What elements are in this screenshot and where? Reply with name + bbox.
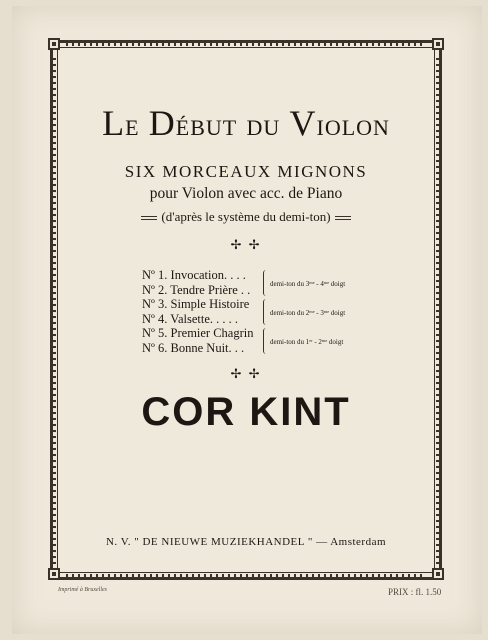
brace-icon xyxy=(263,270,270,296)
fingering-note: demi-ton du 3ᵐᵉ - 4ᵐᵉ doigt xyxy=(270,280,346,288)
fingering-note: demi-ton du 2ᵐᵉ - 3ᵐᵉ doigt xyxy=(270,309,346,317)
title-letter: D xyxy=(148,103,176,143)
rule-right xyxy=(335,216,351,220)
method-text: (d'après le système du demi-ton) xyxy=(161,209,331,224)
list-item: Nº 6. Bonne Nuit. . . xyxy=(142,340,245,355)
ornament-icon: ✢ ✢ xyxy=(230,237,262,252)
subtitle: SIX MORCEAUX MIGNONS xyxy=(124,162,368,181)
title-letter: V xyxy=(289,103,317,143)
frame-pattern-right xyxy=(436,56,440,564)
page-title xyxy=(60,102,432,144)
brace-icon xyxy=(263,299,270,325)
frame-pattern-top xyxy=(66,42,426,46)
printed-note: Imprimé à Bruxelles xyxy=(58,587,107,593)
brace-icon xyxy=(263,328,270,354)
pieces-list xyxy=(142,268,272,356)
corner-ornament-icon xyxy=(432,38,444,50)
title-letters: ÉBUT xyxy=(175,115,238,140)
composer-name: COR KINT xyxy=(141,390,351,434)
title-letters: DU xyxy=(246,115,281,140)
title-letters: E xyxy=(125,115,140,140)
list-item: Nº 5. Premier Chagrin xyxy=(142,326,254,341)
frame-pattern-bottom xyxy=(66,574,426,578)
fingering-note: demi-ton du 1ᵉʳ - 2ᵐᵉ doigt xyxy=(270,338,344,346)
title-letters: IOLON xyxy=(316,115,390,140)
corner-ornament-icon xyxy=(48,38,60,50)
list-item: Nº 3. Simple Histoire xyxy=(142,297,250,312)
rule-left xyxy=(141,216,157,220)
list-item: Nº 1. Invocation. . . . xyxy=(142,268,246,282)
method-line xyxy=(60,209,432,225)
instrumentation-line: pour Violon avec acc. de Piano xyxy=(149,185,343,202)
publisher-line: N. V. " DE NIEUWE MUZIEKHANDEL " — Amsterdam xyxy=(105,536,387,548)
list-item: Nº 4. Valsette. . . . . xyxy=(142,311,238,326)
corner-ornament-icon xyxy=(432,568,444,580)
title-letter: L xyxy=(102,103,126,143)
price-label: PRIX : fl. 1.50 xyxy=(388,587,442,597)
ornament-icon: ✢ ✢ xyxy=(230,366,262,381)
list-item: Nº 2. Tendre Prière . . xyxy=(142,282,251,297)
corner-ornament-icon xyxy=(48,568,60,580)
frame-pattern-left xyxy=(52,56,56,564)
